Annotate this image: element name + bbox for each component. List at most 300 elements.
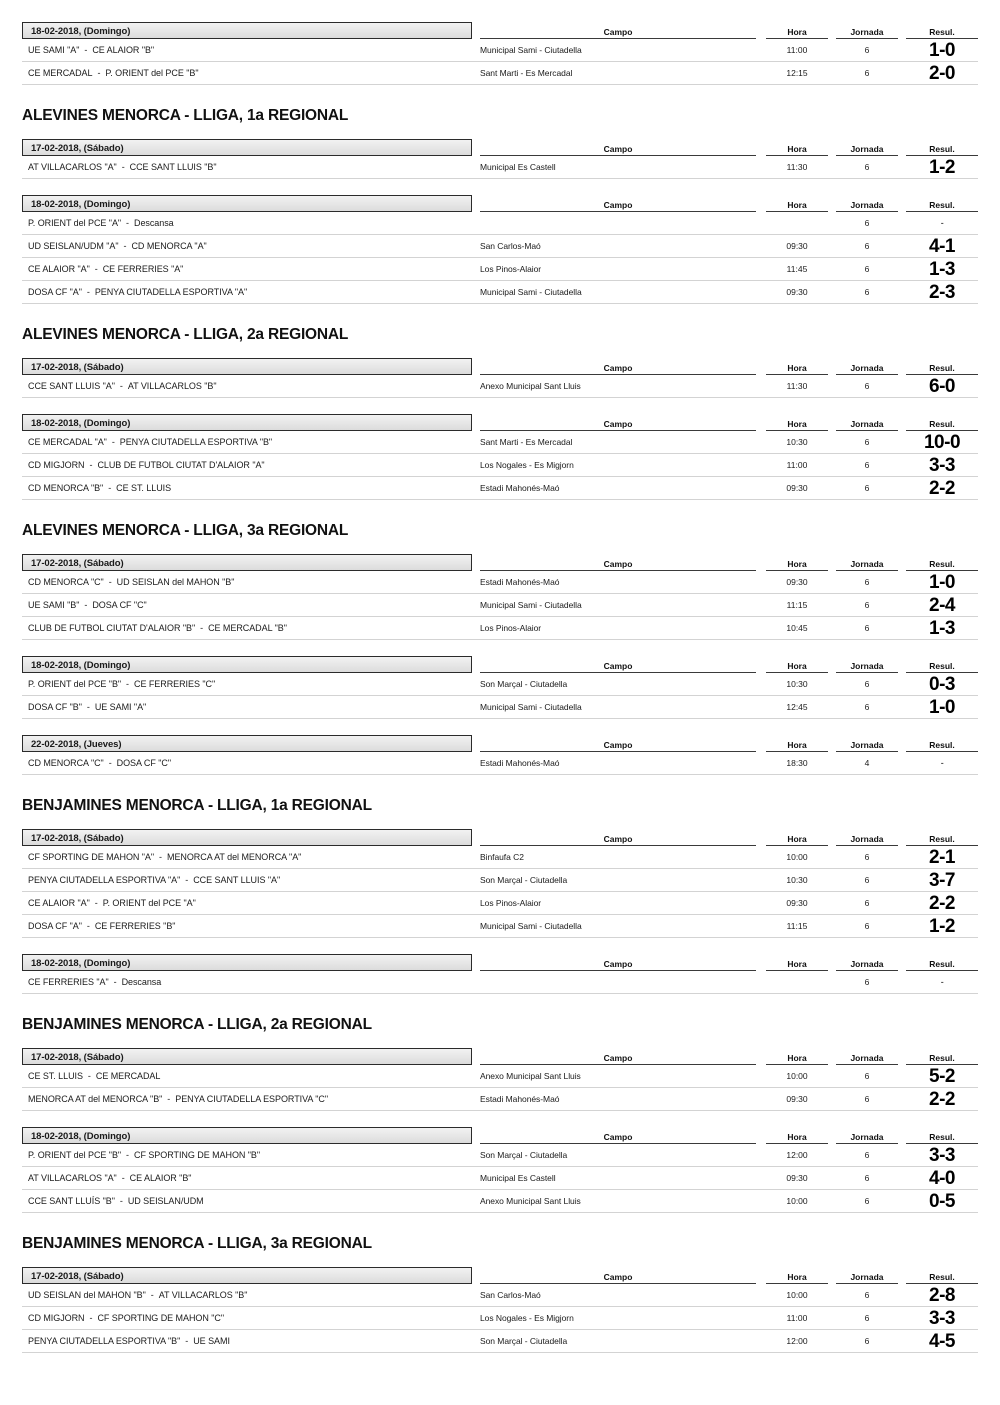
section-heading: ALEVINES MENORCA - LLIGA, 1a REGIONAL [22, 107, 349, 124]
date-label: 17-02-2018, (Sábado) [22, 554, 472, 571]
fixture-campo: Son Marçal - Ciutadella [480, 1336, 568, 1346]
table-row [22, 477, 978, 500]
versus-separator: - [89, 460, 93, 470]
table-row [22, 846, 978, 869]
column-header-resul: Resul. [906, 1272, 978, 1284]
home-team: CD MENORCA "B" [28, 483, 104, 493]
fixture-details [472, 617, 978, 639]
column-header-campo: Campo [480, 661, 756, 673]
column-header-resul: Resul. [906, 959, 978, 971]
column-header-hora: Hora [766, 27, 828, 39]
home-team: P. ORIENT del PCE "B" [28, 1150, 122, 1160]
fixture-hora: 11:00 [786, 45, 808, 55]
fixture-details [472, 673, 978, 695]
table-row [22, 281, 978, 304]
home-team: UD SEISLAN del MAHON "B" [28, 1290, 146, 1300]
block-header-row [22, 22, 978, 39]
column-header-jornada: Jornada [836, 1132, 898, 1144]
column-header-jornada: Jornada [836, 363, 898, 375]
home-team: AT VILLACARLOS "A" [28, 1173, 117, 1183]
date-label: 18-02-2018, (Domingo) [22, 656, 472, 673]
fixture-result: 4-1 [929, 235, 955, 257]
column-header-hora: Hora [766, 144, 828, 156]
fixture-teams [22, 1286, 472, 1304]
fixture-result: 4-0 [929, 1167, 955, 1189]
fixture-jornada: 6 [864, 875, 870, 885]
column-headers [472, 834, 978, 846]
block-header-row [22, 1267, 978, 1284]
home-team: CD MENORCA "C" [28, 577, 104, 587]
fixture-jornada: 6 [864, 287, 870, 297]
fixture-hora: 09:30 [786, 287, 808, 297]
fixture-hora: 10:00 [786, 1071, 808, 1081]
fixture-teams [22, 41, 472, 59]
fixture-details [472, 62, 978, 84]
fixture-teams [22, 848, 472, 866]
fixture-result: 2-1 [929, 846, 955, 868]
fixture-teams [22, 1067, 472, 1085]
column-header-jornada: Jornada [836, 1053, 898, 1065]
fixture-jornada: 6 [864, 852, 870, 862]
column-header-campo: Campo [480, 834, 756, 846]
column-header-campo: Campo [480, 144, 756, 156]
column-headers [472, 363, 978, 375]
home-team: UE SAMI "B" [28, 600, 80, 610]
fixture-teams [22, 754, 472, 772]
versus-separator: - [185, 875, 189, 885]
away-team: UE SAMI "A" [94, 702, 147, 712]
fixture-result: 10-0 [923, 431, 961, 453]
away-team: MENORCA AT del MENORCA "A" [167, 852, 302, 862]
fixture-jornada: 6 [864, 577, 870, 587]
versus-separator: - [119, 1196, 123, 1206]
column-header-campo: Campo [480, 363, 756, 375]
away-team: CCE SANT LLUIS "A" [193, 875, 281, 885]
away-team: Descansa [134, 218, 174, 228]
date-block [22, 195, 978, 304]
fixture-details [472, 594, 978, 616]
column-header-resul: Resul. [906, 363, 978, 375]
fixture-campo: Anexo Municipal Sant Lluis [480, 1196, 581, 1206]
fixture-details [472, 258, 978, 280]
home-team: CLUB DE FUTBOL CIUTAT D'ALAIOR "B" [28, 623, 196, 633]
fixture-campo: Binfaufa C2 [480, 852, 524, 862]
fixture-details [472, 235, 978, 257]
home-team: AT VILLACARLOS "A" [28, 162, 117, 172]
section-heading: BENJAMINES MENORCA - LLIGA, 1a REGIONAL [22, 797, 372, 814]
section-heading: ALEVINES MENORCA - LLIGA, 3a REGIONAL [22, 522, 349, 539]
home-team: CD MENORCA "C" [28, 758, 104, 768]
column-header-hora: Hora [766, 559, 828, 571]
column-header-hora: Hora [766, 1272, 828, 1284]
fixture-details [472, 1144, 978, 1166]
versus-separator: - [84, 45, 88, 55]
date-label: 18-02-2018, (Domingo) [22, 22, 472, 39]
fixture-campo: Municipal Sami - Ciutadella [480, 702, 582, 712]
date-block [22, 735, 978, 775]
fixture-result: 0-5 [929, 1190, 955, 1212]
fixture-result: 1-3 [929, 258, 955, 280]
fixture-campo: Sant Marti - Es Mercadal [480, 437, 573, 447]
fixture-teams [22, 260, 472, 278]
column-header-resul: Resul. [906, 27, 978, 39]
away-team: DOSA CF "C" [116, 758, 172, 768]
fixture-hora: 10:30 [786, 875, 808, 885]
table-row [22, 915, 978, 938]
home-team: CCE SANT LLUIS "A" [28, 381, 115, 391]
table-row [22, 594, 978, 617]
table-row [22, 1088, 978, 1111]
fixture-jornada: 6 [864, 437, 870, 447]
date-block [22, 1048, 978, 1111]
away-team: P. ORIENT del PCE "B" [105, 68, 199, 78]
home-team: UD SEISLAN/UDM "A" [28, 241, 119, 251]
fixture-campo: Los Pinos-Alaior [480, 623, 542, 633]
fixture-jornada: 6 [864, 1173, 870, 1183]
fixture-teams [22, 433, 472, 451]
versus-separator: - [94, 264, 98, 274]
fixture-hora: 09:30 [786, 577, 808, 587]
date-label: 17-02-2018, (Sábado) [22, 139, 472, 156]
fixture-hora: 12:15 [786, 68, 808, 78]
fixture-jornada: 6 [864, 218, 870, 228]
date-label: 17-02-2018, (Sábado) [22, 1267, 472, 1284]
column-header-hora: Hora [766, 959, 828, 971]
column-headers [472, 1053, 978, 1065]
block-header-row [22, 358, 978, 375]
home-team: CF SPORTING DE MAHON "A" [28, 852, 155, 862]
column-header-campo: Campo [480, 419, 756, 431]
home-team: P. ORIENT del PCE "A" [28, 218, 122, 228]
table-row [22, 892, 978, 915]
home-team: UE SAMI "A" [28, 45, 80, 55]
fixture-teams [22, 1192, 472, 1210]
column-header-jornada: Jornada [836, 27, 898, 39]
versus-separator: - [126, 679, 129, 689]
home-team: DOSA CF "B" [28, 702, 82, 712]
date-label: 17-02-2018, (Sábado) [22, 358, 472, 375]
fixture-jornada: 6 [864, 45, 870, 55]
fixture-result: 2-4 [929, 594, 955, 616]
fixture-result: 5-2 [929, 1065, 955, 1087]
versus-separator: - [87, 1071, 91, 1081]
fixture-result: 3-3 [929, 1307, 955, 1329]
fixture-hora: 09:30 [786, 1173, 808, 1183]
column-header-resul: Resul. [906, 834, 978, 846]
table-row [22, 1307, 978, 1330]
column-header-campo: Campo [480, 27, 756, 39]
fixture-hora: 09:30 [786, 483, 808, 493]
fixture-result: 3-3 [929, 454, 955, 476]
column-headers [472, 144, 978, 156]
fixture-hora: 12:00 [786, 1150, 808, 1160]
away-team: UE SAMI [193, 1336, 230, 1346]
away-team: AT VILLACARLOS "B" [158, 1290, 248, 1300]
fixture-details [472, 755, 978, 772]
home-team: CE MERCADAL [28, 68, 93, 78]
date-block [22, 1267, 978, 1353]
column-header-hora: Hora [766, 363, 828, 375]
fixture-result: 1-2 [929, 156, 955, 178]
column-headers [472, 740, 978, 752]
column-header-resul: Resul. [906, 1132, 978, 1144]
fixture-jornada: 6 [864, 1313, 870, 1323]
fixture-details [472, 915, 978, 937]
away-team: CD MENORCA "A" [131, 241, 207, 251]
fixture-jornada: 6 [864, 162, 870, 172]
versus-separator: - [159, 852, 162, 862]
fixture-result: 2-2 [929, 892, 955, 914]
fixture-details [472, 281, 978, 303]
column-header-jornada: Jornada [836, 419, 898, 431]
fixture-jornada: 6 [864, 1071, 870, 1081]
versus-separator: - [97, 68, 101, 78]
column-headers [472, 1272, 978, 1284]
away-team: CF SPORTING DE MAHON "B" [134, 1150, 261, 1160]
date-block [22, 954, 978, 994]
fixture-jornada: 6 [864, 68, 870, 78]
date-block [22, 358, 978, 398]
column-header-hora: Hora [766, 419, 828, 431]
fixture-jornada: 6 [864, 460, 870, 470]
block-header-row [22, 656, 978, 673]
date-block [22, 1127, 978, 1213]
fixture-teams [22, 377, 472, 395]
table-row [22, 1065, 978, 1088]
date-block [22, 656, 978, 719]
column-headers [472, 200, 978, 212]
versus-separator: - [108, 577, 112, 587]
column-header-jornada: Jornada [836, 740, 898, 752]
column-headers [472, 27, 978, 39]
date-label: 18-02-2018, (Domingo) [22, 1127, 472, 1144]
column-headers [472, 959, 978, 971]
column-header-hora: Hora [766, 834, 828, 846]
versus-separator: - [89, 1313, 93, 1323]
table-row [22, 156, 978, 179]
section-heading: ALEVINES MENORCA - LLIGA, 2a REGIONAL [22, 326, 349, 343]
table-row [22, 1167, 978, 1190]
column-header-resul: Resul. [906, 1053, 978, 1065]
fixture-jornada: 6 [864, 1196, 870, 1206]
fixture-jornada: 6 [864, 241, 870, 251]
fixture-campo: Estadi Mahonés-Maó [480, 1094, 560, 1104]
fixture-campo: Son Marçal - Ciutadella [480, 1150, 568, 1160]
home-team: PENYA CIUTADELLA ESPORTIVA "A" [28, 875, 181, 885]
fixture-teams [22, 1090, 472, 1108]
column-header-resul: Resul. [906, 661, 978, 673]
column-header-resul: Resul. [906, 419, 978, 431]
column-header-resul: Resul. [906, 740, 978, 752]
fixture-teams [22, 479, 472, 497]
fixture-teams [22, 237, 472, 255]
fixture-jornada: 6 [864, 1336, 870, 1346]
fixture-hora: 09:30 [786, 1094, 808, 1104]
table-row [22, 375, 978, 398]
column-header-hora: Hora [766, 1132, 828, 1144]
fixture-hora: 10:00 [786, 1196, 808, 1206]
versus-separator: - [126, 218, 129, 228]
away-team: CE MERCADAL [95, 1071, 161, 1081]
home-team: PENYA CIUTADELLA ESPORTIVA "B" [28, 1336, 181, 1346]
fixture-hora: 10:00 [786, 1290, 808, 1300]
versus-separator: - [167, 1094, 171, 1104]
fixture-teams [22, 619, 472, 637]
fixture-campo: Estadi Mahonés-Maó [480, 483, 560, 493]
date-block [22, 829, 978, 938]
versus-separator: - [185, 1336, 189, 1346]
away-team: CF SPORTING DE MAHON "C" [97, 1313, 224, 1323]
block-header-row [22, 829, 978, 846]
versus-separator: - [150, 1290, 154, 1300]
date-block [22, 554, 978, 640]
home-team: CE ALAIOR "A" [28, 898, 90, 908]
column-header-hora: Hora [766, 1053, 828, 1065]
table-row [22, 571, 978, 594]
table-row [22, 869, 978, 892]
fixture-campo: Municipal Sami - Ciutadella [480, 921, 582, 931]
fixture-details [472, 696, 978, 718]
away-team: CE FERRERIES "B" [94, 921, 176, 931]
fixture-campo: Municipal Es Castell [480, 1173, 556, 1183]
fixture-jornada: 6 [864, 483, 870, 493]
fixture-campo: Los Nogales - Es Migjorn [480, 460, 574, 470]
date-label: 18-02-2018, (Domingo) [22, 414, 472, 431]
column-header-resul: Resul. [906, 559, 978, 571]
fixture-details [472, 156, 978, 178]
fixture-details [472, 431, 978, 453]
away-team: DOSA CF "C" [92, 600, 147, 610]
column-header-campo: Campo [480, 200, 756, 212]
table-row [22, 696, 978, 719]
home-team: CE MERCADAL "A" [28, 437, 107, 447]
fixture-details [472, 1284, 978, 1306]
away-team: CLUB DE FUTBOL CIUTAT D'ALAIOR "A" [97, 460, 265, 470]
fixture-jornada: 4 [864, 758, 870, 768]
fixture-campo: Sant Marti - Es Mercadal [480, 68, 573, 78]
fixture-result: 3-3 [929, 1144, 955, 1166]
table-row [22, 1190, 978, 1213]
fixture-teams [22, 894, 472, 912]
fixture-result: - [940, 217, 944, 228]
column-headers [472, 1132, 978, 1144]
fixture-hora: 11:00 [786, 1313, 808, 1323]
fixture-result: 1-2 [929, 915, 955, 937]
table-row [22, 971, 978, 994]
versus-separator: - [86, 921, 90, 931]
fixture-campo: Anexo Municipal Sant Lluis [480, 381, 581, 391]
table-row [22, 1284, 978, 1307]
fixture-result: 1-0 [929, 696, 955, 718]
versus-separator: - [121, 1173, 125, 1183]
table-row [22, 1330, 978, 1353]
date-label: 18-02-2018, (Domingo) [22, 195, 472, 212]
column-header-campo: Campo [480, 959, 756, 971]
versus-separator: - [200, 623, 204, 633]
date-label: 18-02-2018, (Domingo) [22, 954, 472, 971]
column-header-jornada: Jornada [836, 834, 898, 846]
versus-separator: - [123, 241, 127, 251]
home-team: MENORCA AT del MENORCA "B" [28, 1094, 163, 1104]
fixture-campo: Municipal Es Castell [480, 162, 556, 172]
fixture-teams [22, 64, 472, 82]
table-row [22, 454, 978, 477]
date-label: 22-02-2018, (Jueves) [22, 735, 472, 752]
fixture-result: 1-0 [929, 39, 955, 61]
fixture-details [472, 571, 978, 593]
fixture-hora: 12:45 [786, 702, 808, 712]
column-header-hora: Hora [766, 740, 828, 752]
date-block [22, 139, 978, 179]
fixture-hora: 11:30 [786, 162, 808, 172]
fixture-campo: Estadi Mahonés-Maó [480, 758, 560, 768]
fixture-campo: Municipal Sami - Ciutadella [480, 45, 582, 55]
away-team: AT VILLACARLOS "B" [127, 381, 217, 391]
home-team: DOSA CF "A" [28, 921, 82, 931]
column-header-hora: Hora [766, 661, 828, 673]
fixture-result: 2-0 [929, 62, 955, 84]
column-header-campo: Campo [480, 559, 756, 571]
fixture-hora: 09:30 [786, 898, 808, 908]
fixture-details [472, 1190, 978, 1212]
fixture-hora: 11:30 [786, 381, 808, 391]
fixture-details [472, 1065, 978, 1087]
section-heading: BENJAMINES MENORCA - LLIGA, 2a REGIONAL [22, 1016, 372, 1033]
fixture-jornada: 6 [864, 977, 870, 987]
away-team: PENYA CIUTADELLA ESPORTIVA "A" [94, 287, 248, 297]
fixture-details [472, 846, 978, 868]
away-team: CE ALAIOR "B" [92, 45, 155, 55]
column-header-campo: Campo [480, 740, 756, 752]
versus-separator: - [86, 287, 90, 297]
fixture-campo: Estadi Mahonés-Maó [480, 577, 560, 587]
table-row [22, 431, 978, 454]
versus-separator: - [111, 437, 115, 447]
away-team: PENYA CIUTADELLA ESPORTIVA "B" [119, 437, 273, 447]
column-header-jornada: Jornada [836, 1272, 898, 1284]
column-headers [472, 419, 978, 431]
table-row [22, 617, 978, 640]
fixture-jornada: 6 [864, 679, 870, 689]
fixture-result: 0-3 [929, 673, 955, 695]
home-team: CD MIGJORN [28, 1313, 85, 1323]
home-team: DOSA CF "A" [28, 287, 82, 297]
home-team: CCE SANT LLUÍS "B" [28, 1196, 115, 1206]
block-header-row [22, 414, 978, 431]
fixture-teams [22, 456, 472, 474]
away-team: CE ALAIOR "B" [129, 1173, 192, 1183]
fixture-details [472, 1167, 978, 1189]
versus-separator: - [121, 162, 125, 172]
versus-separator: - [84, 600, 88, 610]
fixture-hora: 11:15 [786, 921, 808, 931]
fixture-result: 2-2 [929, 1088, 955, 1110]
fixture-teams [22, 973, 472, 991]
fixture-result: 2-2 [929, 477, 955, 499]
away-team: CE MERCADAL "B" [208, 623, 287, 633]
fixture-campo: Son Marçal - Ciutadella [480, 679, 568, 689]
column-header-campo: Campo [480, 1053, 756, 1065]
fixture-hora: 18:30 [786, 758, 808, 768]
fixture-details [472, 39, 978, 61]
fixture-teams [22, 283, 472, 301]
home-team: CD MIGJORN [28, 460, 85, 470]
away-team: P. ORIENT del PCE "A" [102, 898, 196, 908]
column-header-jornada: Jornada [836, 559, 898, 571]
fixture-teams [22, 675, 472, 693]
block-header-row [22, 954, 978, 971]
table-row [22, 752, 978, 775]
